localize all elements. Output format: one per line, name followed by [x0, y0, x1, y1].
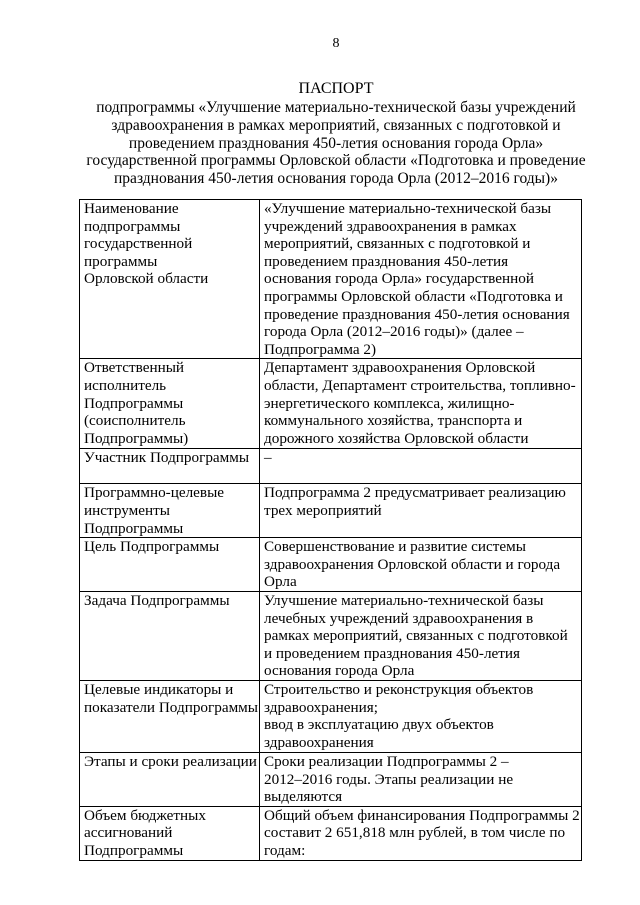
row-value-line: проведение празднования 450-летия основания [264, 305, 570, 323]
passport-table [79, 199, 582, 861]
row-value-line: дорожного хозяйства Орловской области [264, 429, 529, 447]
row-value-cell [260, 484, 582, 538]
row-value-line: Сроки реализации Подпрограммы 2 – [264, 752, 509, 770]
row-label-cell [80, 806, 260, 860]
row-value-line: трех мероприятий [264, 501, 382, 519]
heading-line: здравоохранения в рамках мероприятий, связанных с подготовкой и [111, 116, 561, 134]
row-label-line: государственной [84, 235, 193, 253]
row-value-line: рамках мероприятий, связанных с подготовкой [264, 627, 568, 645]
row-value-line: Подпрограмма 2) [264, 340, 377, 358]
row-value-line: основания города Орла [264, 662, 415, 680]
row-label-cell [80, 484, 260, 538]
table-row [80, 359, 582, 449]
row-value-line: проведением празднования 450-летия [264, 252, 509, 270]
row-value-line: Департамент здравоохранения Орловской [264, 359, 536, 377]
row-label-line: (соисполнитель [84, 412, 186, 430]
row-label-line: ассигнований [84, 824, 173, 842]
row-value-line: Орла [264, 573, 297, 591]
row-label-line: Этапы и сроки реализации [84, 752, 257, 770]
row-value-line: и проведением празднования 450-летия [264, 644, 521, 662]
row-label-line: показатели Подпрограммы [84, 698, 258, 716]
row-value-line: «Улучшение материально-технической базы [264, 200, 552, 217]
row-value-cell [260, 806, 582, 860]
row-label-line: Задача Подпрограммы [84, 591, 230, 609]
row-value-line: Совершенствование и развитие системы [264, 538, 526, 556]
row-value-cell [260, 752, 582, 806]
row-label-line: инструменты [84, 501, 170, 519]
row-value-cell [260, 680, 582, 752]
table-row [80, 752, 582, 806]
heading-line: подпрограммы «Улучшение материально-технической базы учреждений [96, 99, 576, 116]
row-label-line: Подпрограммы [84, 519, 184, 537]
row-value-line: Улучшение материально-технической базы [264, 591, 544, 609]
row-label-cell [80, 449, 260, 484]
row-value-line: здравоохранения; [264, 698, 378, 716]
row-value-cell [260, 359, 582, 449]
row-value-line: здравоохранения [264, 733, 374, 751]
page-number: 8 [332, 36, 340, 51]
row-label-line: Подпрограммы) [84, 429, 189, 447]
row-value-line: программы Орловской области «Подготовка и [264, 287, 563, 305]
row-label-line: Подпрограммы [84, 841, 184, 859]
row-value-line: города Орла (2012–2016 годы)» (далее – [264, 323, 524, 341]
row-label-line: Объем бюджетных [84, 806, 206, 824]
row-value-line: выделяются [264, 788, 343, 806]
row-value-line: Подпрограмма 2 предусматривает реализацию [264, 484, 566, 502]
row-label-cell [80, 680, 260, 752]
heading-line: празднования 450-летия основания города Орла (2012–2016 годы)» [114, 170, 558, 188]
row-value-line: 2012–2016 годы. Этапы реализации не [264, 770, 514, 788]
row-label-line: Участник Подпрограммы [84, 449, 250, 467]
row-value-cell [260, 200, 582, 359]
row-label-line: Орловской области [84, 270, 209, 288]
row-value-line: энергетического комплекса, жилищно- [264, 394, 515, 412]
passport-heading [40, 80, 632, 188]
table-row [80, 680, 582, 752]
row-value-line: области, Департамент строительства, топливно- [264, 376, 576, 394]
row-value-cell [260, 538, 582, 592]
row-value-line: мероприятий, связанных с подготовкой и [264, 235, 531, 253]
row-value-line: Строительство и реконструкция объектов [264, 680, 534, 698]
row-value-line: годам: [264, 841, 306, 859]
row-label-line: Ответственный [84, 359, 185, 377]
row-label-line: Целевые индикаторы и [84, 680, 234, 698]
row-value-line: составит 2 651,818 млн рублей, в том числе по [264, 824, 566, 842]
row-label-cell [80, 359, 260, 449]
table-row [80, 200, 582, 359]
row-label-line: Цель Подпрограммы [84, 538, 220, 556]
row-label-line: программы [84, 252, 158, 270]
heading-line: проведением празднования 450-летия основания города Орла» [128, 134, 544, 152]
table-row [80, 591, 582, 680]
table-row [80, 806, 582, 860]
row-label-cell [80, 591, 260, 680]
row-label-cell [80, 200, 260, 359]
row-label-line: подпрограммы [84, 217, 181, 235]
table-row [80, 449, 582, 484]
row-value-line: здравоохранения Орловской области и города [264, 555, 561, 573]
row-value-line: – [264, 449, 272, 467]
row-value-line: ввод в эксплуатацию двух объектов [264, 716, 494, 734]
row-label-line: Наименование [84, 200, 179, 217]
table-row [80, 484, 582, 538]
row-value-line: Общий объем финансирования Подпрограммы 2 [264, 806, 580, 824]
passport-table-body [80, 200, 582, 861]
row-value-line: лечебных учреждений здравоохранения в [264, 609, 534, 627]
row-label-line: Подпрограммы [84, 394, 184, 412]
row-label-line: Программно-целевые [84, 484, 225, 502]
row-value-cell [260, 449, 582, 484]
row-label-cell [80, 752, 260, 806]
table-row [80, 538, 582, 592]
row-value-line: основания города Орла» государственной [264, 270, 534, 288]
heading-title: ПАСПОРТ [298, 80, 374, 97]
row-value-cell [260, 591, 582, 680]
heading-line: государственной программы Орловской области «Подготовка и проведение [86, 152, 586, 170]
row-label-cell [80, 538, 260, 592]
row-value-line: коммунального хозяйства, транспорта и [264, 412, 523, 430]
row-label-line: исполнитель [84, 376, 167, 394]
row-value-line: учреждений здравоохранения в рамках [264, 217, 517, 235]
